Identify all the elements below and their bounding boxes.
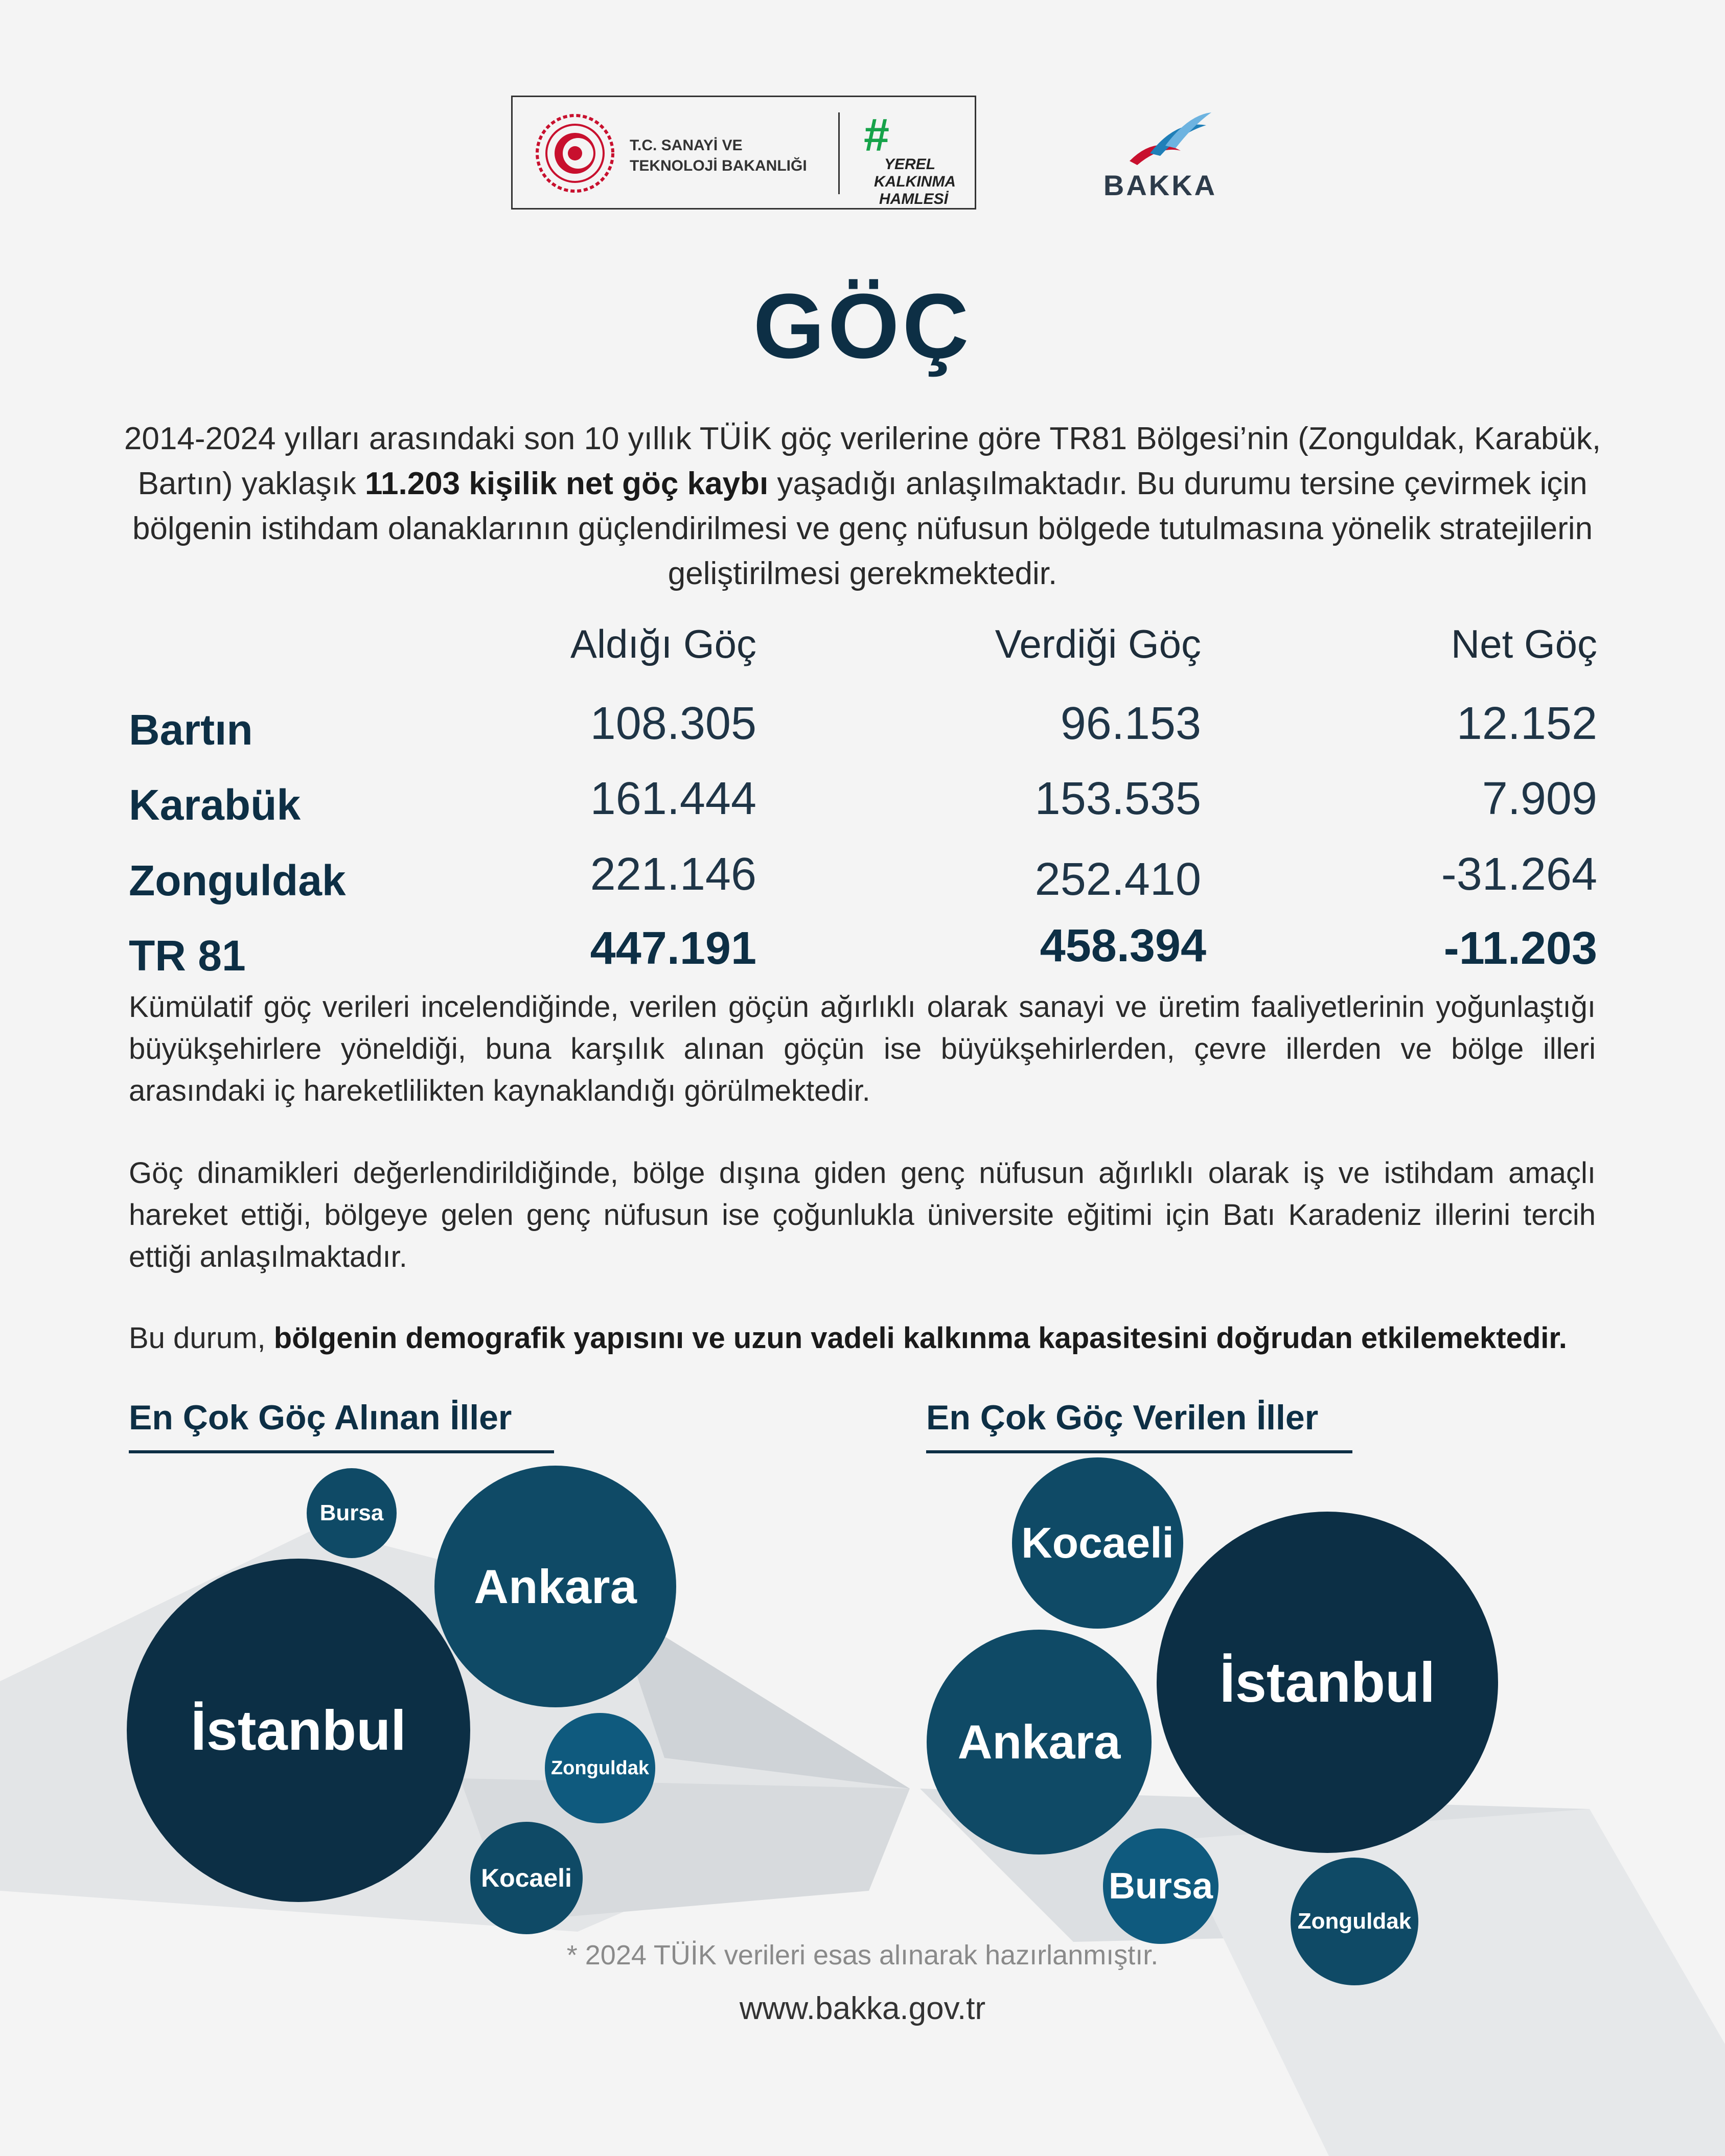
intro-text-1: 2014-2024 yılları arasındaki son 10 yıllık TÜİK göç verilerine göre TR81 Bölgesi’nin (Zonguldak, Karabük, Bartın) yaklaşık bbox=[124, 421, 1601, 501]
paragraph-dinamikler: Göç dinamikleri değerlendirildiğinde, bölge dışına giden genç nüfusun ağırlıklı olarak iş ve istihdam amaçlı hareket ettiği, bölgeye gelen genç nüfusun ise çoğunlukla üniversite eğitimi için Batı Karadeniz illerini tercih ettiği anlaşılmaktadır. bbox=[129, 1156, 1596, 1273]
website-link[interactable]: www.bakka.gov.tr bbox=[739, 1991, 986, 2026]
logo-divider bbox=[838, 112, 840, 194]
header-aldigi: Aldığı Göç bbox=[570, 621, 756, 666]
alinan-bubble-istanbul: İstanbul bbox=[127, 1559, 470, 1902]
paragraph-kumulatif: Kümülatif göç verileri incelendiğinde, verilen göçün ağırlıklı olarak sanayi ve üretim faaliyetlerinin yoğunlaştığı büyükşehirlere yöneldiği, buna karşılık alınan göçün ise büyükşehirlerden, çevre illerden ve bölge illeri arasındaki iç hareketlilikten kaynaklandığı görülmektedir. bbox=[129, 990, 1596, 1107]
ministry-line2: TEKNOLOJİ BAKANLIĞI bbox=[630, 157, 807, 174]
yerel-line3: HAMLESİ bbox=[879, 191, 948, 207]
cell-karabuk-verdigi: 153.535 bbox=[1034, 773, 1201, 824]
ministry-seal-icon bbox=[534, 112, 616, 194]
header-verdigi: Verdiği Göç bbox=[995, 621, 1201, 666]
alinan-underline bbox=[129, 1450, 554, 1453]
page-title: GÖÇ bbox=[753, 275, 972, 378]
cell-zonguldak-aldigi: 221.146 bbox=[590, 849, 756, 900]
verilen-bubble-bursa: Bursa bbox=[1103, 1828, 1218, 1944]
cell-tr81-aldigi: 447.191 bbox=[590, 923, 756, 974]
paragraph-sonuc bbox=[129, 1317, 1596, 1359]
cell-bartin-net: 12.152 bbox=[1456, 698, 1597, 749]
cell-karabuk-aldigi: 161.444 bbox=[590, 773, 756, 824]
ministry-name bbox=[630, 135, 807, 176]
yerel-line1: YEREL bbox=[884, 156, 936, 173]
row-label-karabuk: Karabük bbox=[129, 781, 301, 829]
cell-bartin-verdigi: 96.153 bbox=[1060, 698, 1201, 749]
sonuc-plain: Bu durum, bbox=[129, 1322, 274, 1355]
intro-bold: 11.203 kişilik net göç kaybı bbox=[364, 466, 769, 501]
bakka-logo-text: BAKKA bbox=[1103, 169, 1217, 201]
cell-zonguldak-verdigi: 252.410 bbox=[1034, 854, 1201, 905]
verilen-underline bbox=[926, 1450, 1352, 1453]
row-label-bartin: Bartın bbox=[129, 706, 253, 754]
cell-zonguldak-net: -31.264 bbox=[1441, 849, 1597, 900]
source-note: * 2024 TÜİK verileri esas alınarak hazırlanmıştır. bbox=[566, 1940, 1159, 1970]
alinan-bubble-kocaeli: Kocaeli bbox=[470, 1822, 583, 1934]
verilen-bubble-ankara: Ankara bbox=[927, 1630, 1152, 1854]
intro-paragraph bbox=[123, 416, 1602, 596]
verilen-bubble-zonguldak: Zonguldak bbox=[1291, 1858, 1418, 1985]
cell-tr81-net: -11.203 bbox=[1443, 923, 1597, 974]
cell-bartin-aldigi: 108.305 bbox=[590, 698, 756, 749]
yerel-line2: KALKINMA bbox=[874, 173, 956, 190]
verilen-title: En Çok Göç Verilen İller bbox=[926, 1398, 1319, 1437]
alinan-bubble-bursa: Bursa bbox=[307, 1468, 397, 1558]
cell-karabuk-net: 7.909 bbox=[1482, 773, 1597, 824]
verilen-bubble-kocaeli: Kocaeli bbox=[1012, 1457, 1183, 1629]
alinan-bubble-zonguldak: Zonguldak bbox=[545, 1713, 655, 1823]
row-label-tr81: TR 81 bbox=[129, 932, 246, 980]
intro-text-2: yaşadığı anlaşılmaktadır. Bu durumu tersine çevirmek için bölgenin istihdam olanaklarının güçlendirilmesi ve genç nüfusun bölgede tutulmasına yönelik stratejilerin geliştirilmesi gerekmektedir. bbox=[132, 466, 1593, 591]
alinan-bubble-ankara: Ankara bbox=[434, 1466, 676, 1707]
verilen-bubble-istanbul: İstanbul bbox=[1157, 1512, 1498, 1853]
ministry-line1: T.C. SANAYİ VE bbox=[630, 137, 743, 154]
row-label-zonguldak: Zonguldak bbox=[129, 856, 346, 905]
sonuc-bold: bölgenin demografik yapısını ve uzun vadeli kalkınma kapasitesini doğrudan etkilemektedir. bbox=[273, 1322, 1567, 1355]
cell-tr81-verdigi: 458.394 bbox=[1040, 920, 1206, 971]
hash-icon: # bbox=[864, 110, 890, 161]
header-net: Net Göç bbox=[1451, 621, 1597, 666]
alinan-title: En Çok Göç Alınan İller bbox=[129, 1398, 512, 1437]
yerel-kalkinma-logo bbox=[864, 110, 956, 208]
